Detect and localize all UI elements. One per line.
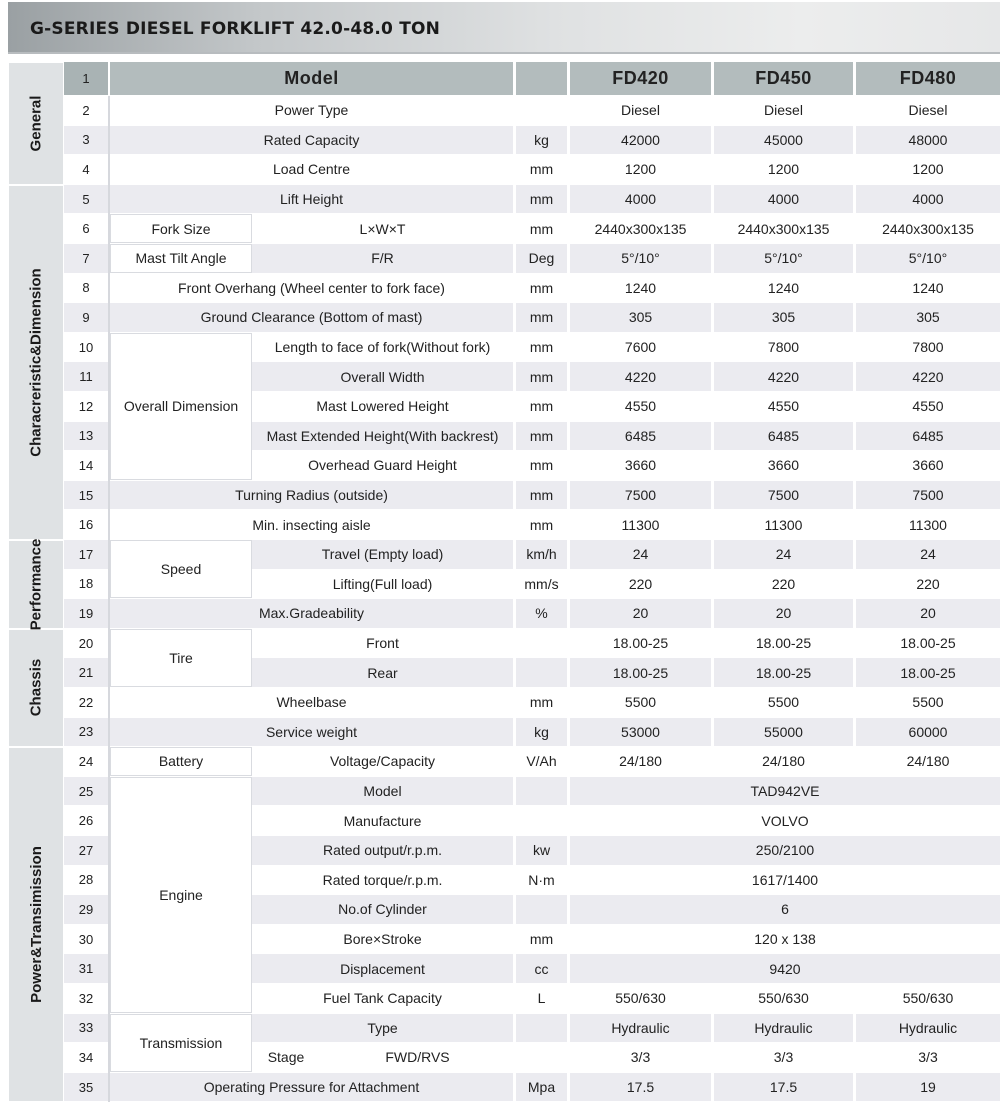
row-number: 30 xyxy=(64,925,108,954)
row-label: Voltage/Capacity xyxy=(252,747,513,776)
row-value-fd480: 5500 xyxy=(856,688,1000,717)
row-number: 13 xyxy=(64,422,108,451)
row-value-fd480: 2440x300x135 xyxy=(856,214,1000,243)
row-value-fd480: 6485 xyxy=(856,422,1000,451)
row-value-fd420: 305 xyxy=(570,303,711,332)
section-label: Performance xyxy=(27,538,45,631)
group-speed: Speed xyxy=(110,540,252,598)
header-model-fd450: FD450 xyxy=(714,62,853,95)
title-banner xyxy=(8,2,1000,54)
row-unit: mm xyxy=(516,510,567,539)
row-number: 24 xyxy=(64,747,108,776)
row-value-merged: 9420 xyxy=(570,954,1000,983)
row-number: 20 xyxy=(64,629,108,658)
row-unit: mm xyxy=(516,481,567,510)
row-label: Min. insecting aisle xyxy=(110,510,513,539)
row-value-fd480: 1200 xyxy=(856,155,1000,184)
row-value-fd420: 1240 xyxy=(570,274,711,303)
row-unit xyxy=(516,895,567,924)
row-label: Mast Lowered Height xyxy=(252,392,513,421)
row-label: Lifting(Full load) xyxy=(252,570,513,599)
row-value-fd450: Hydraulic xyxy=(714,1014,853,1043)
row-value-fd450: Diesel xyxy=(714,96,853,125)
row-number: 8 xyxy=(64,274,108,303)
row-value-fd420: 7500 xyxy=(570,481,711,510)
row-label: Lift Height xyxy=(110,185,513,214)
row-unit: kw xyxy=(516,836,567,865)
row-unit xyxy=(516,629,567,658)
row-value-fd420: 7600 xyxy=(570,333,711,362)
header-model-fd480: FD480 xyxy=(856,62,1000,95)
row-label: Front Overhang (Wheel center to fork face) xyxy=(110,274,513,303)
row-value-fd420: 550/630 xyxy=(570,984,711,1013)
row-number: 18 xyxy=(64,570,108,599)
group-tire: Tire xyxy=(110,629,252,687)
row-unit: mm xyxy=(516,155,567,184)
row-unit: mm xyxy=(516,362,567,391)
row-number: 6 xyxy=(64,214,108,243)
row-label: Displacement xyxy=(252,954,513,983)
row-value-fd420: 4220 xyxy=(570,362,711,391)
row-unit xyxy=(516,96,567,125)
row-value-fd450: 55000 xyxy=(714,718,853,747)
row-value-fd450: 11300 xyxy=(714,510,853,539)
row-value-merged: 250/2100 xyxy=(570,836,1000,865)
group-overall-dimension: Overall Dimension xyxy=(110,333,252,480)
row-value-fd480: 220 xyxy=(856,570,1000,599)
row-value-fd480: 24 xyxy=(856,540,1000,569)
row-value-fd480: 305 xyxy=(856,303,1000,332)
row-unit: mm xyxy=(516,451,567,480)
column-divider xyxy=(108,96,110,1102)
section-label: General xyxy=(27,95,45,152)
row-value-fd420: 20 xyxy=(570,599,711,628)
row-unit: N·m xyxy=(516,866,567,895)
row-value-fd420: Hydraulic xyxy=(570,1014,711,1043)
row-number: 21 xyxy=(64,658,108,687)
row-label: Type xyxy=(252,1014,513,1043)
header-unit xyxy=(516,62,567,95)
row-value-fd420: 17.5 xyxy=(570,1073,711,1102)
row-value-fd450: 550/630 xyxy=(714,984,853,1013)
group-engine: Engine xyxy=(110,777,252,1013)
row-label: Rear xyxy=(252,658,513,687)
section-characreristic-dimension xyxy=(9,186,63,539)
row-label: F/R xyxy=(252,244,513,273)
row-value-fd480: 20 xyxy=(856,599,1000,628)
row-unit: mm xyxy=(516,688,567,717)
row-unit: km/h xyxy=(516,540,567,569)
section-chassis xyxy=(9,630,63,746)
row-unit: kg xyxy=(516,126,567,155)
row-value-fd480: 4000 xyxy=(856,185,1000,214)
row-value-fd480: 550/630 xyxy=(856,984,1000,1013)
row-unit: cc xyxy=(516,954,567,983)
row-label: Max.Gradeability xyxy=(110,599,513,628)
row-value-fd420: 220 xyxy=(570,570,711,599)
row-value-fd450: 1200 xyxy=(714,155,853,184)
row-value-fd450: 3/3 xyxy=(714,1043,853,1072)
row-number: 14 xyxy=(64,451,108,480)
row-value-merged: TAD942VE xyxy=(570,777,1000,806)
row-value-fd450: 305 xyxy=(714,303,853,332)
row-value-fd450: 4550 xyxy=(714,392,853,421)
row-unit: L xyxy=(516,984,567,1013)
row-value-fd420: 5500 xyxy=(570,688,711,717)
row-unit xyxy=(516,777,567,806)
section-power-transimission xyxy=(9,748,63,1101)
row-label: Overhead Guard Height xyxy=(252,451,513,480)
row-number: 15 xyxy=(64,481,108,510)
row-label: Front xyxy=(252,629,513,658)
row-value-fd480: Diesel xyxy=(856,96,1000,125)
page-title: G-SERIES DIESEL FORKLIFT 42.0-48.0 TON xyxy=(30,19,441,39)
row-value-fd450: 45000 xyxy=(714,126,853,155)
row-label: Operating Pressure for Attachment xyxy=(110,1073,513,1102)
group-transmission: Transmission xyxy=(110,1014,252,1072)
row-value-fd420: 2440x300x135 xyxy=(570,214,711,243)
row-number: 27 xyxy=(64,836,108,865)
row-label: Service weight xyxy=(110,718,513,747)
group-fork-size: Fork Size xyxy=(110,214,252,243)
row-value-fd420: 18.00-25 xyxy=(570,658,711,687)
row-unit: mm xyxy=(516,214,567,243)
row-label: Ground Clearance (Bottom of mast) xyxy=(110,303,513,332)
row-value-fd420: 1200 xyxy=(570,155,711,184)
row-value-fd480: 7500 xyxy=(856,481,1000,510)
row-value-fd420: 24/180 xyxy=(570,747,711,776)
row-label: Fuel Tank Capacity xyxy=(252,984,513,1013)
row-value-fd420: 3660 xyxy=(570,451,711,480)
row-value-fd450: 4220 xyxy=(714,362,853,391)
row-value-fd480: 3/3 xyxy=(856,1043,1000,1072)
row-label: Bore×Stroke xyxy=(252,925,513,954)
row-value-fd480: 18.00-25 xyxy=(856,658,1000,687)
row-value-fd450: 24/180 xyxy=(714,747,853,776)
row-number: 22 xyxy=(64,688,108,717)
row-value-fd450: 1240 xyxy=(714,274,853,303)
row-label: Travel (Empty load) xyxy=(252,540,513,569)
row-value-fd420: Diesel xyxy=(570,96,711,125)
row-sublabel: Stage xyxy=(252,1043,320,1072)
row-number: 7 xyxy=(64,244,108,273)
section-general xyxy=(9,63,63,184)
row-value-fd480: 24/180 xyxy=(856,747,1000,776)
row-unit: Mpa xyxy=(516,1073,567,1102)
section-label: Power&Transimission xyxy=(27,846,45,1004)
row-value-fd420: 5°/10° xyxy=(570,244,711,273)
row-value-fd450: 220 xyxy=(714,570,853,599)
row-number: 19 xyxy=(64,599,108,628)
row-unit: kg xyxy=(516,718,567,747)
row-number: 34 xyxy=(64,1043,108,1072)
row-value-fd450: 7500 xyxy=(714,481,853,510)
row-number: 17 xyxy=(64,540,108,569)
header-model-fd420: FD420 xyxy=(570,62,711,95)
row-number: 9 xyxy=(64,303,108,332)
row-unit: mm xyxy=(516,333,567,362)
row-label: Overall Width xyxy=(252,362,513,391)
row-value-merged: VOLVO xyxy=(570,806,1000,835)
row-unit xyxy=(516,658,567,687)
row-value-fd480: 19 xyxy=(856,1073,1000,1102)
row-label: Manufacture xyxy=(252,806,513,835)
row-value-merged: 120 x 138 xyxy=(570,925,1000,954)
row-unit: Deg xyxy=(516,244,567,273)
row-unit: mm xyxy=(516,274,567,303)
row-value-merged: 1617/1400 xyxy=(570,866,1000,895)
row-value-fd480: 4220 xyxy=(856,362,1000,391)
row-label: Load Centre xyxy=(110,155,513,184)
section-performance xyxy=(9,538,63,631)
row-value-fd480: 48000 xyxy=(856,126,1000,155)
row-value-fd420: 6485 xyxy=(570,422,711,451)
row-number: 16 xyxy=(64,510,108,539)
row-number: 23 xyxy=(64,718,108,747)
row-label: Model xyxy=(252,777,513,806)
row-value-fd420: 42000 xyxy=(570,126,711,155)
row-label: Length to face of fork(Without fork) xyxy=(252,333,513,362)
row-value-fd480: 4550 xyxy=(856,392,1000,421)
row-label: Rated output/r.p.m. xyxy=(252,836,513,865)
row-number: 11 xyxy=(64,362,108,391)
row-number: 3 xyxy=(64,126,108,155)
row-value-fd420: 24 xyxy=(570,540,711,569)
header-row-number: 1 xyxy=(64,62,108,95)
row-value-fd450: 5°/10° xyxy=(714,244,853,273)
row-value-fd480: 18.00-25 xyxy=(856,629,1000,658)
row-value-fd420: 53000 xyxy=(570,718,711,747)
header-model-label: Model xyxy=(110,62,513,95)
row-number: 31 xyxy=(64,954,108,983)
row-value-fd450: 18.00-25 xyxy=(714,629,853,658)
row-value-fd450: 20 xyxy=(714,599,853,628)
row-value-fd450: 5500 xyxy=(714,688,853,717)
row-unit: mm xyxy=(516,422,567,451)
row-label: Rated Capacity xyxy=(110,126,513,155)
row-unit xyxy=(516,1043,567,1072)
row-unit: mm xyxy=(516,185,567,214)
row-number: 26 xyxy=(64,806,108,835)
row-unit: V/Ah xyxy=(516,747,567,776)
row-value-fd420: 4000 xyxy=(570,185,711,214)
row-number: 10 xyxy=(64,333,108,362)
row-value-fd420: 18.00-25 xyxy=(570,629,711,658)
row-number: 12 xyxy=(64,392,108,421)
row-value-fd480: 7800 xyxy=(856,333,1000,362)
row-number: 5 xyxy=(64,185,108,214)
row-number: 2 xyxy=(64,96,108,125)
row-value-fd450: 6485 xyxy=(714,422,853,451)
row-number: 32 xyxy=(64,984,108,1013)
row-value-fd480: 60000 xyxy=(856,718,1000,747)
row-value-fd450: 18.00-25 xyxy=(714,658,853,687)
row-number: 29 xyxy=(64,895,108,924)
row-value-fd480: 3660 xyxy=(856,451,1000,480)
row-unit: % xyxy=(516,599,567,628)
row-value-fd480: 1240 xyxy=(856,274,1000,303)
row-value-fd480: 5°/10° xyxy=(856,244,1000,273)
row-label: No.of Cylinder xyxy=(252,895,513,924)
row-value-fd420: 3/3 xyxy=(570,1043,711,1072)
row-number: 25 xyxy=(64,777,108,806)
row-unit: mm xyxy=(516,392,567,421)
row-unit: mm xyxy=(516,303,567,332)
row-label: L×W×T xyxy=(252,214,513,243)
row-value-fd420: 11300 xyxy=(570,510,711,539)
row-unit: mm xyxy=(516,925,567,954)
row-value-fd480: Hydraulic xyxy=(856,1014,1000,1043)
row-label: Wheelbase xyxy=(110,688,513,717)
row-value-fd450: 3660 xyxy=(714,451,853,480)
row-number: 28 xyxy=(64,866,108,895)
row-label: FWD/RVS xyxy=(322,1043,513,1072)
group-mast-tilt-angle: Mast Tilt Angle xyxy=(110,244,252,273)
row-number: 33 xyxy=(64,1014,108,1043)
row-value-merged: 6 xyxy=(570,895,1000,924)
row-value-fd450: 7800 xyxy=(714,333,853,362)
row-label: Turning Radius (outside) xyxy=(110,481,513,510)
row-unit xyxy=(516,806,567,835)
row-label: Rated torque/r.p.m. xyxy=(252,866,513,895)
row-label: Power Type xyxy=(110,96,513,125)
row-value-fd450: 4000 xyxy=(714,185,853,214)
row-number: 4 xyxy=(64,155,108,184)
row-value-fd450: 24 xyxy=(714,540,853,569)
section-label: Chassis xyxy=(27,659,45,717)
row-unit xyxy=(516,1014,567,1043)
row-value-fd420: 4550 xyxy=(570,392,711,421)
row-value-fd450: 17.5 xyxy=(714,1073,853,1102)
row-label: Mast Extended Height(With backrest) xyxy=(252,422,513,451)
group-battery: Battery xyxy=(110,747,252,776)
section-label: Characreristic&Dimension xyxy=(27,268,45,457)
row-unit: mm/s xyxy=(516,570,567,599)
row-value-fd450: 2440x300x135 xyxy=(714,214,853,243)
row-value-fd480: 11300 xyxy=(856,510,1000,539)
row-number: 35 xyxy=(64,1073,108,1102)
